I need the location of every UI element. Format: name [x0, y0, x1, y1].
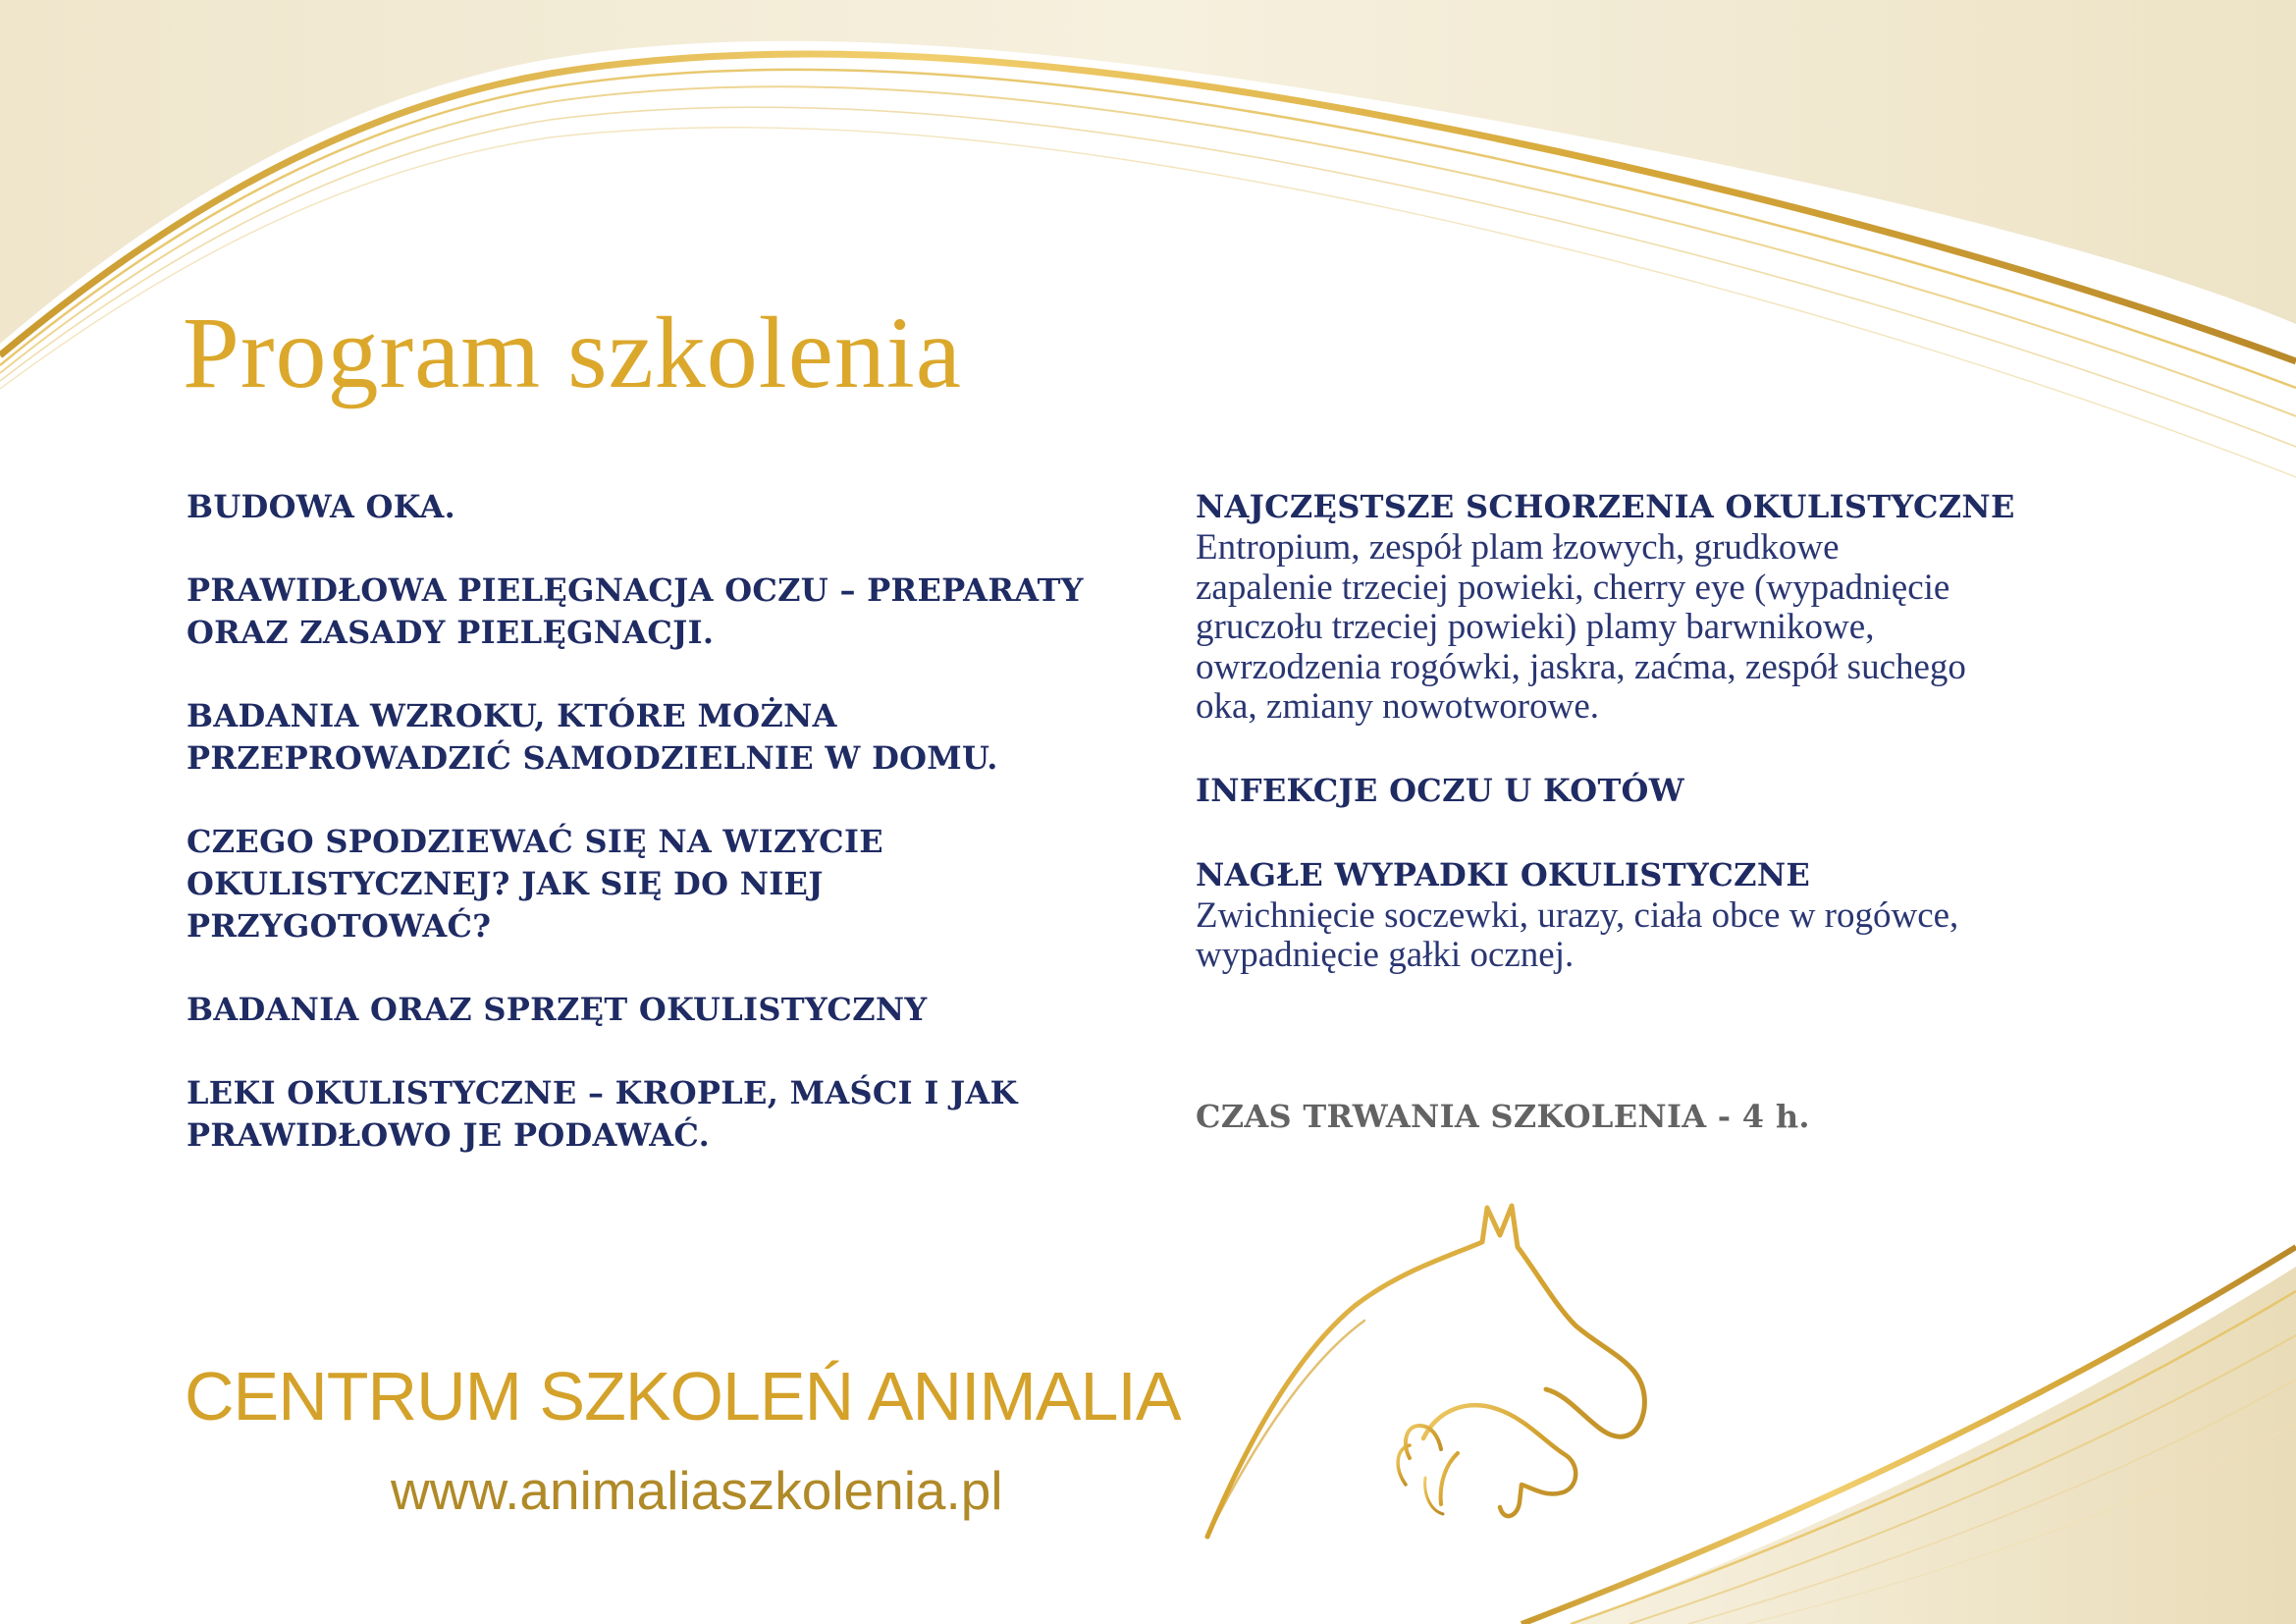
brand-url[interactable]: www.animaliaszkolenia.pl [391, 1460, 1003, 1521]
topic-common-diseases [1196, 486, 2177, 728]
brand-name: CENTRUM SZKOLEŃ ANIMALIA [185, 1358, 1181, 1435]
topic-cat-eye-infections [1196, 770, 2177, 812]
topic-description: Zwichnięcie soczewki, urazy, ciała obce w rogówce, wypadnięcie gałki ocznej. [1196, 894, 1959, 975]
topic-vet-visit: CZEGO SPODZIEWAĆ SIĘ NA WIZYCIE OKULISTYCZNEJ? JAK SIĘ DO NIEJ PRZYGOTOWAĆ? [187, 823, 883, 945]
topic-heading: NAJCZĘSTSZE SCHORZENIA OKULISTYCZNE [1196, 488, 2015, 525]
topic-eye-care: PRAWIDŁOWA PIELĘGNACJA OCZU – PREPARATY ORAZ ZASADY PIELĘGNACJI. [187, 571, 1084, 651]
page-title: Program szkolenia [183, 297, 962, 409]
topic-eye-medication: LEKI OKULISTYCZNE – KROPLE, MAŚCI I JAK PRAWIDŁOWO JE PODAWAĆ. [187, 1074, 1018, 1154]
topic-heading: NAGŁE WYPADKI OKULISTYCZNE [1196, 855, 1811, 893]
topic-exams-equipment: BADANIA ORAZ SPRZĘT OKULISTYCZNY [187, 991, 928, 1028]
topic-heading: INFEKCJE OCZU U KOTÓW [1196, 771, 1684, 809]
right-topic-list [1196, 486, 2177, 1018]
topic-home-eye-exams: BADANIA WZROKU, KTÓRE MOŻNA PRZEPROWADZIĆ SAMODZIELNIE W DOMU. [187, 697, 998, 777]
topic-eye-anatomy: BUDOWA OKA. [187, 488, 456, 525]
topic-description: Entropium, zespół plam łzowych, grudkowe zapalenie trzeciej powieki, cherry eye (wypadnięcie gruczołu trzeciej powieki) plamy barwnikowe, owrzodzenia rogówki, jaskra, zaćma, zespół suchego oka, zmiany nowotworowe. [1196, 527, 1966, 727]
training-duration: CZAS TRWANIA SZKOLENIA - 4 h. [1196, 1098, 1810, 1135]
left-topic-list [187, 486, 1148, 1198]
horse-dog-cat-outline-icon [1188, 1198, 1659, 1551]
topic-eye-emergencies [1196, 854, 2177, 976]
